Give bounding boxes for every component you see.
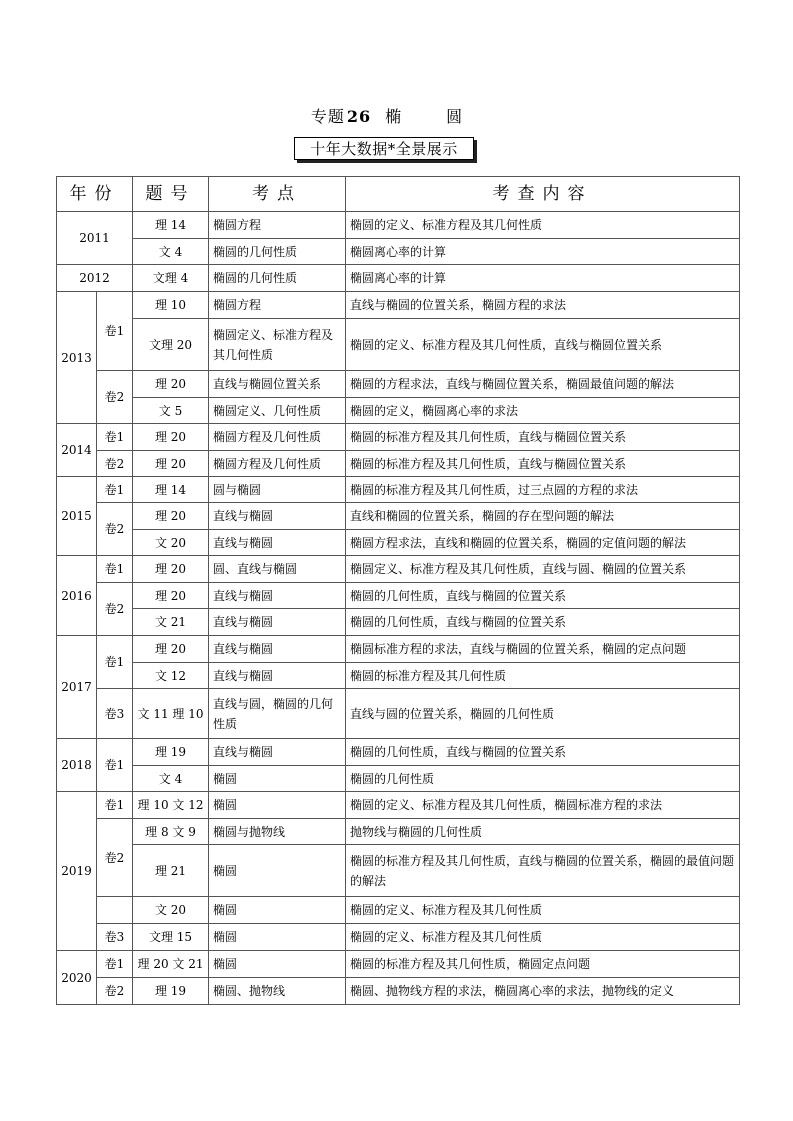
year-cell: 2017: [57, 636, 97, 739]
exam-content: 椭圆的方程求法，直线与椭圆位置关系，椭圆最值问题的解法: [346, 371, 740, 398]
volume-cell: 卷2: [97, 978, 133, 1005]
year-cell: 2019: [57, 792, 97, 951]
volume-cell: 卷1: [97, 477, 133, 503]
exam-content: 直线与圆的位置关系，椭圆的几何性质: [346, 689, 740, 739]
table-row: [57, 845, 740, 897]
exam-content: 椭圆、抛物线方程的求法，椭圆离心率的求法，抛物线的定义: [346, 978, 740, 1005]
exam-point: 直线与椭圆: [209, 530, 346, 556]
question-number: 文 11 理 10: [133, 689, 209, 739]
question-number: 理 8 文 9: [133, 819, 209, 845]
exam-content: 椭圆的标准方程及其几何性质，直线与椭圆位置关系: [346, 451, 740, 477]
question-number: 理 20 文 21: [133, 951, 209, 978]
exam-content: 椭圆的定义、标准方程及其几何性质: [346, 924, 740, 951]
table-row: [57, 424, 740, 451]
exam-point: 椭圆、抛物线: [209, 978, 346, 1005]
title-number: 26: [346, 107, 372, 126]
volume-cell-empty: [97, 897, 133, 924]
exam-content: 椭圆的几何性质，直线与椭圆的位置关系: [346, 583, 740, 609]
year-cell: 2012: [57, 265, 133, 292]
title-name: 椭 圆: [385, 107, 483, 126]
table-row: [57, 924, 740, 951]
exam-point: 椭圆: [209, 766, 346, 792]
table-row: [57, 583, 740, 609]
exam-point: 直线与椭圆: [209, 503, 346, 530]
volume-cell: 卷2: [97, 451, 133, 477]
exam-content: 椭圆离心率的计算: [346, 239, 740, 265]
table-header-row: [57, 177, 740, 212]
table-row: [57, 319, 740, 371]
table-row: [57, 398, 740, 424]
exam-point: 椭圆: [209, 792, 346, 819]
exam-content: 椭圆方程求法，直线和椭圆的位置关系，椭圆的定值问题的解法: [346, 530, 740, 556]
year-cell: 2018: [57, 739, 97, 792]
volume-cell: 卷1: [97, 424, 133, 451]
table-row: [57, 636, 740, 663]
table-row: [57, 503, 740, 530]
question-number: 理 21: [133, 845, 209, 897]
table-row: [57, 265, 740, 292]
exam-content: 椭圆的定义，椭圆离心率的求法: [346, 398, 740, 424]
question-number: 理 20: [133, 556, 209, 583]
year-cell: 2020: [57, 951, 97, 1005]
title-prefix: 专题: [310, 107, 345, 126]
exam-content: 椭圆的定义、标准方程及其几何性质: [346, 897, 740, 924]
volume-cell: 卷1: [97, 556, 133, 583]
table-row: [57, 663, 740, 689]
question-number: 文 5: [133, 398, 209, 424]
header-point: 考点: [209, 177, 346, 212]
volume-cell: 卷1: [97, 951, 133, 978]
exam-content: 椭圆的标准方程及其几何性质，直线与椭圆的位置关系，椭圆的最值问题的解法: [346, 845, 740, 897]
exam-content: 抛物线与椭圆的几何性质: [346, 819, 740, 845]
volume-cell: 卷1: [97, 739, 133, 792]
question-number: 理 14: [133, 212, 209, 239]
exam-content: 椭圆离心率的计算: [346, 265, 740, 292]
table-row: [57, 951, 740, 978]
exam-content: 椭圆的定义、标准方程及其几何性质，椭圆标准方程的求法: [346, 792, 740, 819]
table-row: [57, 212, 740, 239]
exam-content: 椭圆定义、标准方程及其几何性质，直线与圆、椭圆的位置关系: [346, 556, 740, 583]
table-row: [57, 792, 740, 819]
question-number: 理 20: [133, 503, 209, 530]
table-row: [57, 897, 740, 924]
exam-point: 直线与圆，椭圆的几何性质: [209, 689, 346, 739]
exam-content: 椭圆的几何性质，直线与椭圆的位置关系: [346, 609, 740, 636]
exam-point: 椭圆定义、几何性质: [209, 398, 346, 424]
year-cell: 2013: [57, 292, 97, 424]
table-row: [57, 239, 740, 265]
exam-point: 椭圆: [209, 897, 346, 924]
question-number: 理 19: [133, 978, 209, 1005]
exam-point: 椭圆与抛物线: [209, 819, 346, 845]
exam-point: 直线与椭圆: [209, 663, 346, 689]
table-row: [57, 978, 740, 1005]
volume-cell: 卷1: [97, 792, 133, 819]
question-number: 理 20: [133, 424, 209, 451]
exam-content: 椭圆的标准方程及其几何性质，过三点圆的方程的求法: [346, 477, 740, 503]
question-number: 文 20: [133, 897, 209, 924]
volume-cell: 卷3: [97, 689, 133, 739]
year-cell: 2014: [57, 424, 97, 477]
table-row: [57, 609, 740, 636]
volume-cell: 卷2: [97, 371, 133, 424]
volume-cell: 卷3: [97, 924, 133, 951]
exam-content: 椭圆的几何性质，直线与椭圆的位置关系: [346, 739, 740, 766]
question-number: 理 14: [133, 477, 209, 503]
exam-point: 椭圆方程: [209, 212, 346, 239]
exam-point: 直线与椭圆位置关系: [209, 371, 346, 398]
exam-point: 圆与椭圆: [209, 477, 346, 503]
question-number: 文理 15: [133, 924, 209, 951]
exam-point: 椭圆: [209, 845, 346, 897]
table-row: [57, 477, 740, 503]
year-cell: 2015: [57, 477, 97, 556]
exam-content: 直线与椭圆的位置关系，椭圆方程的求法: [346, 292, 740, 319]
table-row: [57, 689, 740, 739]
exam-point: 椭圆方程及几何性质: [209, 424, 346, 451]
exam-content: 椭圆的定义、标准方程及其几何性质，直线与椭圆位置关系: [346, 319, 740, 371]
year-cell: 2011: [57, 212, 133, 265]
question-number: 文 4: [133, 766, 209, 792]
exam-point: 圆、直线与椭圆: [209, 556, 346, 583]
exam-content: 椭圆的定义、标准方程及其几何性质: [346, 212, 740, 239]
year-cell: 2016: [57, 556, 97, 636]
question-number: 文 21: [133, 609, 209, 636]
question-number: 理 10: [133, 292, 209, 319]
question-number: 文理 4: [133, 265, 209, 292]
exam-table: [56, 176, 740, 1005]
question-number: 理 20: [133, 636, 209, 663]
exam-point: 椭圆的几何性质: [209, 239, 346, 265]
table-row: [57, 530, 740, 556]
exam-point: 直线与椭圆: [209, 636, 346, 663]
volume-cell: 卷2: [97, 583, 133, 636]
exam-point: 直线与椭圆: [209, 609, 346, 636]
exam-point: 椭圆: [209, 951, 346, 978]
question-number: 理 20: [133, 451, 209, 477]
question-number: 文理 20: [133, 319, 209, 371]
exam-point: 直线与椭圆: [209, 583, 346, 609]
question-number: 理 20: [133, 583, 209, 609]
question-number: 文 12: [133, 663, 209, 689]
table-row: [57, 292, 740, 319]
exam-point: 椭圆定义、标准方程及其几何性质: [209, 319, 346, 371]
header-number: 题号: [133, 177, 209, 212]
exam-content: 椭圆标准方程的求法，直线与椭圆的位置关系，椭圆的定点问题: [346, 636, 740, 663]
exam-content: 椭圆的标准方程及其几何性质，椭圆定点问题: [346, 951, 740, 978]
exam-point: 椭圆: [209, 924, 346, 951]
section-badge: 十年大数据*全景展示: [294, 137, 474, 160]
question-number: 文 4: [133, 239, 209, 265]
page-title: [0, 104, 793, 127]
header-content: 考查内容: [346, 177, 740, 212]
exam-content: 直线和椭圆的位置关系，椭圆的存在型问题的解法: [346, 503, 740, 530]
exam-content: 椭圆的几何性质: [346, 766, 740, 792]
exam-point: 直线与椭圆: [209, 739, 346, 766]
table-row: [57, 819, 740, 845]
exam-content: 椭圆的标准方程及其几何性质，直线与椭圆位置关系: [346, 424, 740, 451]
table-row: [57, 556, 740, 583]
table-row: [57, 451, 740, 477]
table-row: [57, 371, 740, 398]
volume-cell: 卷1: [97, 292, 133, 371]
volume-cell: 卷2: [97, 503, 133, 556]
volume-cell: 卷1: [97, 636, 133, 689]
exam-point: 椭圆方程: [209, 292, 346, 319]
exam-content: 椭圆的标准方程及其几何性质: [346, 663, 740, 689]
table-row: [57, 739, 740, 766]
volume-cell: 卷2: [97, 819, 133, 897]
header-year: 年份: [57, 177, 133, 212]
question-number: 理 10 文 12: [133, 792, 209, 819]
question-number: 文 20: [133, 530, 209, 556]
exam-point: 椭圆的几何性质: [209, 265, 346, 292]
exam-point: 椭圆方程及几何性质: [209, 451, 346, 477]
table-row: [57, 766, 740, 792]
question-number: 理 20: [133, 371, 209, 398]
question-number: 理 19: [133, 739, 209, 766]
